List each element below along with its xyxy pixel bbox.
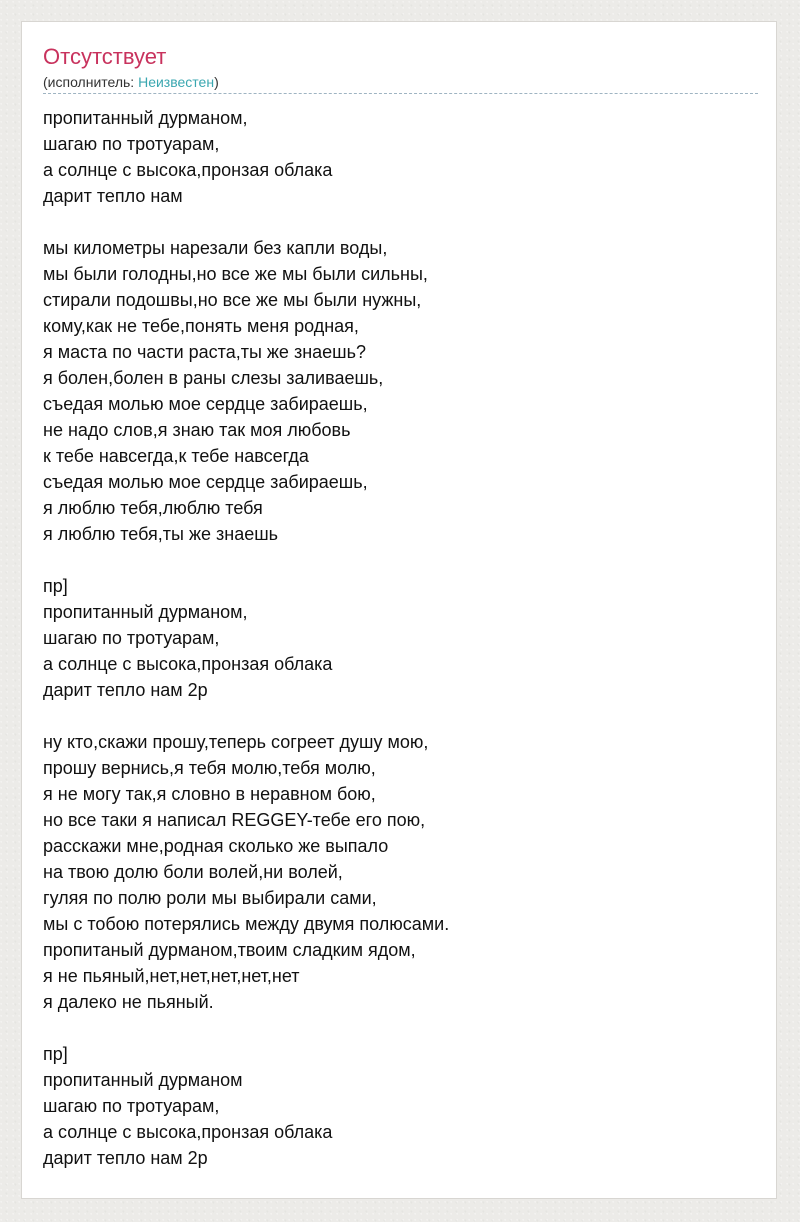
lyric-line: пропитаный дурманом,твоим сладким ядом, xyxy=(43,940,416,960)
stanza-break xyxy=(43,1015,758,1041)
lyric-line: мы были голодны,но все же мы были сильны, xyxy=(43,264,428,284)
lyric-line: я маста по части раста,ты же знаешь? xyxy=(43,342,366,362)
lyric-line: я не пьяный,нет,нет,нет,нет,нет xyxy=(43,966,300,986)
artist-line xyxy=(43,73,219,91)
lyric-line: пропитанный дурманом xyxy=(43,1070,243,1090)
lyric-line: шагаю по тротуарам, xyxy=(43,628,220,648)
artist-suffix: ) xyxy=(214,74,219,90)
lyric-line: на твою долю боли волей,ни волей, xyxy=(43,862,343,882)
lyric-line: не надо слов,я знаю так моя любовь xyxy=(43,420,351,440)
title-divider xyxy=(43,93,758,94)
lyric-line: шагаю по тротуарам, xyxy=(43,1096,220,1116)
stanza-break xyxy=(43,703,758,729)
lyric-line: шагаю по тротуарам, xyxy=(43,134,220,154)
lyrics-body xyxy=(43,105,758,1171)
lyric-line: я люблю тебя,люблю тебя xyxy=(43,498,263,518)
lyric-line: я далеко не пьяный. xyxy=(43,992,214,1012)
lyric-line: но все таки я написал REGGEY-тебе его пою, xyxy=(43,810,426,830)
lyric-line: ну кто,скажи прошу,теперь согреет душу мою, xyxy=(43,732,429,752)
lyric-line: пр] xyxy=(43,1044,68,1064)
lyric-line: стирали подошвы,но все же мы были нужны, xyxy=(43,290,422,310)
lyric-line: мы километры нарезали без капли воды, xyxy=(43,238,388,258)
lyrics-card xyxy=(21,21,777,1199)
artist-prefix: (исполнитель: xyxy=(43,74,139,90)
lyric-line: пропитанный дурманом, xyxy=(43,108,248,128)
lyric-line: дарит тепло нам xyxy=(43,186,183,206)
song-title: Отсутствует xyxy=(43,44,167,69)
lyric-line: а солнце с высока,пронзая облака xyxy=(43,1122,333,1142)
lyric-line: дарит тепло нам 2р xyxy=(43,680,208,700)
lyric-line: съедая молью мое сердце забираешь, xyxy=(43,394,368,414)
stanza-break xyxy=(43,209,758,235)
stanza-break xyxy=(43,547,758,573)
lyric-line: расскажи мне,родная сколько же выпало xyxy=(43,836,389,856)
lyric-line: пр] xyxy=(43,576,68,596)
lyric-line: я болен,болен в раны слезы заливаешь, xyxy=(43,368,384,388)
lyric-line: кому,как не тебе,понять меня родная, xyxy=(43,316,359,336)
lyric-line: а солнце с высока,пронзая облака xyxy=(43,160,333,180)
artist-link[interactable]: Неизвестен xyxy=(138,74,215,90)
lyric-line: к тебе навсегда,к тебе навсегда xyxy=(43,446,309,466)
lyric-line: прошу вернись,я тебя молю,тебя молю, xyxy=(43,758,376,778)
lyric-line: а солнце с высока,пронзая облака xyxy=(43,654,333,674)
lyric-line: гуляя по полю роли мы выбирали сами, xyxy=(43,888,377,908)
lyric-line: я не могу так,я словно в неравном бою, xyxy=(43,784,376,804)
lyric-line: мы с тобою потерялись между двумя полюсами. xyxy=(43,914,450,934)
lyric-line: дарит тепло нам 2р xyxy=(43,1148,208,1168)
lyric-line: пропитанный дурманом, xyxy=(43,602,248,622)
lyric-line: я люблю тебя,ты же знаешь xyxy=(43,524,279,544)
lyric-line: съедая молью мое сердце забираешь, xyxy=(43,472,368,492)
